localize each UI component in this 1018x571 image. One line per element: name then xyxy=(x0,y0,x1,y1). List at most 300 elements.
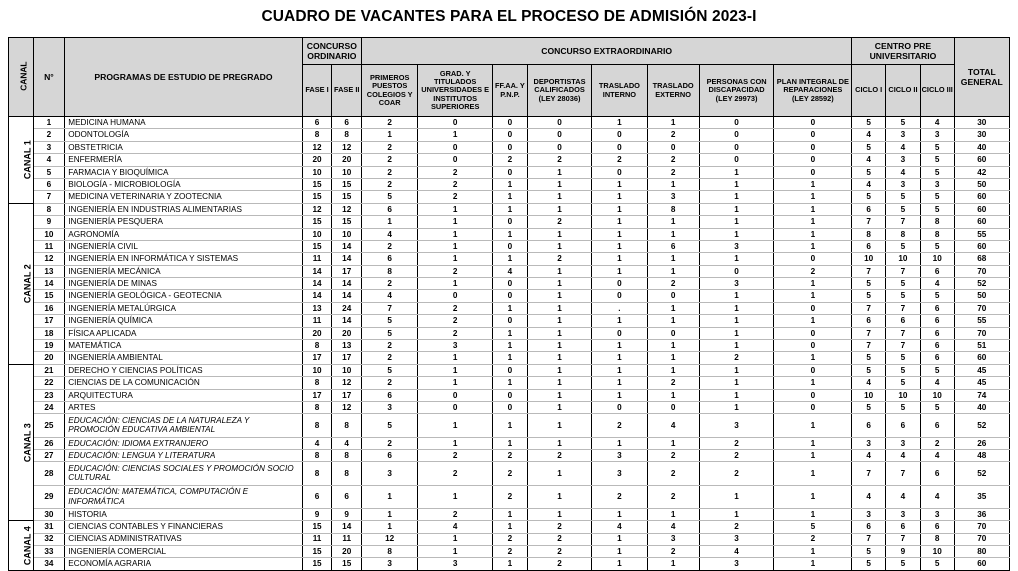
vacancy-cell: 0 xyxy=(774,141,852,153)
vacancy-cell: 1 xyxy=(592,533,647,545)
grad-titulados-header: GRAD. Y TITULADOS UNIVERSIDADES E INSTITUTOS SUPERIORES xyxy=(418,65,493,117)
row-number: 30 xyxy=(33,508,65,520)
vacancy-cell: 3 xyxy=(647,191,699,203)
vacancy-cell: 0 xyxy=(774,154,852,166)
vacancy-cell: 1 xyxy=(527,462,591,485)
vacancy-cell: 8 xyxy=(332,462,362,485)
table-body xyxy=(9,117,1010,571)
vacancy-cell: 0 xyxy=(774,302,852,314)
vacancy-cell: 2 xyxy=(418,302,493,314)
table-row xyxy=(9,228,1010,240)
total-cell: 52 xyxy=(954,278,1009,290)
vacancy-cell: 1 xyxy=(647,302,699,314)
vacancy-cell: 1 xyxy=(493,191,528,203)
vacancy-cell: 11 xyxy=(302,253,332,265)
canal-label: CANAL 3 xyxy=(22,423,33,462)
program-name: INGENIERÍA CIVIL xyxy=(65,240,302,252)
vacancy-cell: 13 xyxy=(302,302,332,314)
concurso-ordinario-header: CONCURSO ORDINARIO xyxy=(302,38,361,65)
vacancy-cell: 6 xyxy=(886,315,921,327)
vacancy-cell: 2 xyxy=(493,533,528,545)
total-cell: 74 xyxy=(954,389,1009,401)
vacancy-cell: 17 xyxy=(332,265,362,277)
vacancy-cell: 0 xyxy=(774,117,852,129)
vacancy-cell: 1 xyxy=(418,216,493,228)
vacancy-cell: 2 xyxy=(592,154,647,166)
program-name: MEDICINA HUMANA xyxy=(65,117,302,129)
vacancy-cell: 7 xyxy=(886,340,921,352)
vacancy-cell: 1 xyxy=(418,437,493,449)
vacancy-cell: 1 xyxy=(774,290,852,302)
vacancy-cell: 2 xyxy=(647,278,699,290)
vacancy-cell: 2 xyxy=(493,545,528,557)
vacancy-cell: 7 xyxy=(852,462,886,485)
vacancy-cell: 12 xyxy=(332,203,362,215)
table-row xyxy=(9,437,1010,449)
row-number: 7 xyxy=(33,191,65,203)
row-number: 34 xyxy=(33,558,65,570)
vacancy-cell: 1 xyxy=(493,253,528,265)
row-number: 3 xyxy=(33,141,65,153)
program-name: DERECHO Y CIENCIAS POLÍTICAS xyxy=(65,364,302,376)
row-number: 15 xyxy=(33,290,65,302)
vacancy-cell: 5 xyxy=(774,521,852,533)
vacancy-cell: 7 xyxy=(886,327,921,339)
vacancy-cell: 4 xyxy=(852,377,886,389)
vacancy-cell: 6 xyxy=(920,352,954,364)
vacancy-cell: 0 xyxy=(774,401,852,413)
table-row xyxy=(9,290,1010,302)
vacancy-cell: 6 xyxy=(920,265,954,277)
vacancy-cell: 2 xyxy=(647,449,699,461)
vacancy-cell: 10 xyxy=(332,228,362,240)
vacancy-cell: 1 xyxy=(592,315,647,327)
vacancy-cell: 3 xyxy=(920,178,954,190)
vacancy-cell: 1 xyxy=(592,558,647,570)
vacancy-cell: 11 xyxy=(332,533,362,545)
vacancy-cell: 2 xyxy=(699,437,774,449)
vacancy-cell: 0 xyxy=(774,364,852,376)
vacancy-cell: 24 xyxy=(332,302,362,314)
program-name: MATEMÁTICA xyxy=(65,340,302,352)
program-name: MEDICINA VETERINARIA Y ZOOTECNIA xyxy=(65,191,302,203)
vacancy-cell: 12 xyxy=(332,377,362,389)
vacancy-cell: 7 xyxy=(852,533,886,545)
vacancy-cell: 4 xyxy=(592,521,647,533)
total-cell: 30 xyxy=(954,117,1009,129)
vacancy-cell: 4 xyxy=(886,449,921,461)
row-number: 32 xyxy=(33,533,65,545)
vacancy-cell: 0 xyxy=(774,166,852,178)
table-row xyxy=(9,485,1010,508)
vacancy-cell: 5 xyxy=(920,290,954,302)
canal-label: CANAL 4 xyxy=(22,525,33,565)
vacancy-cell: 15 xyxy=(302,545,332,557)
vacancy-cell: 5 xyxy=(886,401,921,413)
total-cell: 45 xyxy=(954,364,1009,376)
program-name: INGENIERÍA DE MINAS xyxy=(65,278,302,290)
vacancy-cell: 5 xyxy=(886,191,921,203)
program-name: BIOLOGÍA - MICROBIOLOGÍA xyxy=(65,178,302,190)
vacancy-cell: 5 xyxy=(852,364,886,376)
vacancy-cell: 1 xyxy=(592,389,647,401)
vacancy-cell: 2 xyxy=(418,449,493,461)
vacancy-cell: 1 xyxy=(699,340,774,352)
vacancy-cell: 0 xyxy=(418,290,493,302)
vacancy-cell: 0 xyxy=(493,129,528,141)
total-cell: 51 xyxy=(954,340,1009,352)
vacancy-cell: 6 xyxy=(302,485,332,508)
vacancy-cell: 8 xyxy=(302,462,332,485)
canal-header: CANAL xyxy=(9,38,34,117)
vacancy-cell: 5 xyxy=(852,401,886,413)
total-cell: 60 xyxy=(954,352,1009,364)
vacancy-cell: 6 xyxy=(852,521,886,533)
vacancy-cell: 17 xyxy=(332,389,362,401)
vacancy-cell: 5 xyxy=(920,364,954,376)
vacancy-cell: 0 xyxy=(774,340,852,352)
vacancy-cell: 1 xyxy=(774,352,852,364)
vacancy-cell: 2 xyxy=(362,437,418,449)
vacancy-cell: 1 xyxy=(493,203,528,215)
vacancy-cell: 1 xyxy=(493,414,528,437)
vacancy-cell: 1 xyxy=(418,545,493,557)
vacancy-cell: 4 xyxy=(699,545,774,557)
vacancy-cell: 0 xyxy=(592,166,647,178)
vacancy-cell: 1 xyxy=(493,558,528,570)
vacancy-cell: 1 xyxy=(527,315,591,327)
vacancy-cell: 1 xyxy=(699,216,774,228)
vacancies-table xyxy=(8,37,1010,571)
total-cell: 36 xyxy=(954,508,1009,520)
table-row xyxy=(9,278,1010,290)
vacancy-cell: 1 xyxy=(592,508,647,520)
vacancy-cell: 8 xyxy=(920,533,954,545)
vacancy-cell: 6 xyxy=(920,340,954,352)
vacancy-cell: 3 xyxy=(647,533,699,545)
vacancy-cell: 1 xyxy=(418,278,493,290)
vacancy-cell: 4 xyxy=(493,265,528,277)
vacancy-cell: 1 xyxy=(699,485,774,508)
row-number: 33 xyxy=(33,545,65,557)
vacancy-cell: 1 xyxy=(774,203,852,215)
vacancy-cell: 1 xyxy=(592,545,647,557)
row-number: 20 xyxy=(33,352,65,364)
total-cell: 60 xyxy=(954,203,1009,215)
vacancy-cell: 10 xyxy=(302,166,332,178)
vacancy-cell: 0 xyxy=(418,401,493,413)
discapacidad-header: PERSONAS CON DISCAPACIDAD (LEY 29973) xyxy=(699,65,774,117)
vacancy-cell: 1 xyxy=(647,216,699,228)
row-number: 29 xyxy=(33,485,65,508)
vacancy-cell: 0 xyxy=(592,401,647,413)
vacancy-cell: 0 xyxy=(647,401,699,413)
vacancy-cell: 15 xyxy=(332,216,362,228)
table-row xyxy=(9,302,1010,314)
vacancy-cell: 2 xyxy=(774,265,852,277)
vacancy-cell: 1 xyxy=(418,485,493,508)
vacancy-cell: 2 xyxy=(647,462,699,485)
total-cell: 42 xyxy=(954,166,1009,178)
vacancy-cell: 0 xyxy=(418,117,493,129)
vacancy-cell: 2 xyxy=(527,154,591,166)
vacancy-cell: 1 xyxy=(418,129,493,141)
vacancy-cell: 2 xyxy=(527,521,591,533)
row-number: 13 xyxy=(33,265,65,277)
vacancy-cell: 5 xyxy=(852,352,886,364)
vacancy-cell: 6 xyxy=(362,253,418,265)
vacancy-cell: 0 xyxy=(493,216,528,228)
vacancy-cell: 1 xyxy=(699,166,774,178)
vacancy-cell: 1 xyxy=(362,521,418,533)
vacancy-cell: 0 xyxy=(647,141,699,153)
program-name: HISTORIA xyxy=(65,508,302,520)
table-row xyxy=(9,315,1010,327)
vacancy-cell: 6 xyxy=(920,315,954,327)
vacancy-cell: 1 xyxy=(699,364,774,376)
vacancy-cell: 4 xyxy=(362,290,418,302)
vacancy-cell: 1 xyxy=(647,389,699,401)
plan-integral-header: PLAN INTEGRAL DE REPARACIONES (LEY 28592) xyxy=(774,65,852,117)
vacancy-cell: 5 xyxy=(886,377,921,389)
vacancy-cell: 3 xyxy=(592,462,647,485)
row-number: 24 xyxy=(33,401,65,413)
vacancy-cell: 0 xyxy=(493,166,528,178)
vacancy-cell: 1 xyxy=(774,228,852,240)
ciclo-3-header: CICLO III xyxy=(920,65,954,117)
vacancy-cell: 15 xyxy=(302,178,332,190)
vacancy-cell: 1 xyxy=(592,340,647,352)
vacancy-cell: 3 xyxy=(886,178,921,190)
vacancy-cell: 10 xyxy=(302,364,332,376)
vacancy-cell: 5 xyxy=(886,352,921,364)
vacancy-cell: 1 xyxy=(774,545,852,557)
vacancy-cell: 0 xyxy=(493,117,528,129)
total-cell: 80 xyxy=(954,545,1009,557)
vacancy-cell: 1 xyxy=(647,508,699,520)
vacancy-cell: 5 xyxy=(920,154,954,166)
vacancy-cell: 7 xyxy=(886,216,921,228)
vacancy-cell: 2 xyxy=(418,508,493,520)
total-cell: 60 xyxy=(954,558,1009,570)
row-number: 26 xyxy=(33,437,65,449)
total-cell: 55 xyxy=(954,315,1009,327)
table-row xyxy=(9,521,1010,533)
vacancy-cell: 5 xyxy=(920,240,954,252)
vacancy-cell: 20 xyxy=(332,327,362,339)
table-row xyxy=(9,508,1010,520)
vacancy-cell: 20 xyxy=(332,154,362,166)
canal-label-cell xyxy=(9,364,34,520)
total-cell: 68 xyxy=(954,253,1009,265)
vacancy-cell: 1 xyxy=(699,302,774,314)
vacancy-cell: 0 xyxy=(527,141,591,153)
program-name: INGENIERÍA PESQUERA xyxy=(65,216,302,228)
row-number: 31 xyxy=(33,521,65,533)
table-row xyxy=(9,240,1010,252)
vacancy-cell: 10 xyxy=(920,389,954,401)
vacancy-cell: 1 xyxy=(592,352,647,364)
total-cell: 50 xyxy=(954,178,1009,190)
vacancy-cell: 1 xyxy=(774,216,852,228)
vacancy-cell: 7 xyxy=(886,302,921,314)
vacancy-cell: 1 xyxy=(592,364,647,376)
program-name: AGRONOMÍA xyxy=(65,228,302,240)
vacancy-cell: 0 xyxy=(418,154,493,166)
vacancy-cell: 1 xyxy=(774,414,852,437)
vacancy-cell: 1 xyxy=(592,253,647,265)
table-row xyxy=(9,216,1010,228)
vacancy-cell: 12 xyxy=(362,533,418,545)
vacancy-cell: 1 xyxy=(527,178,591,190)
vacancy-cell: 5 xyxy=(852,141,886,153)
vacancy-cell: 6 xyxy=(852,315,886,327)
vacancy-cell: 8 xyxy=(647,203,699,215)
vacancy-cell: 8 xyxy=(332,414,362,437)
vacancy-cell: 5 xyxy=(886,278,921,290)
vacancy-cell: 1 xyxy=(527,401,591,413)
total-cell: 48 xyxy=(954,449,1009,461)
vacancy-cell: 10 xyxy=(920,253,954,265)
vacancy-cell: 6 xyxy=(852,240,886,252)
vacancy-cell: 1 xyxy=(699,327,774,339)
row-number: 18 xyxy=(33,327,65,339)
vacancy-cell: 8 xyxy=(302,377,332,389)
vacancy-cell: 1 xyxy=(527,437,591,449)
vacancy-cell: 1 xyxy=(527,166,591,178)
vacancy-cell: 3 xyxy=(362,462,418,485)
table-row xyxy=(9,449,1010,461)
vacancy-cell: 1 xyxy=(647,265,699,277)
vacancy-cell: 1 xyxy=(647,315,699,327)
vacancy-cell: 1 xyxy=(418,203,493,215)
vacancy-cell: 1 xyxy=(699,228,774,240)
vacancy-cell: 9 xyxy=(332,508,362,520)
vacancy-cell: 2 xyxy=(362,166,418,178)
vacancy-cell: 5 xyxy=(886,240,921,252)
vacancy-cell: 1 xyxy=(493,508,528,520)
vacancy-cell: 8 xyxy=(332,449,362,461)
vacancy-cell: 8 xyxy=(362,265,418,277)
vacancy-cell: 2 xyxy=(362,377,418,389)
vacancy-cell: 0 xyxy=(774,253,852,265)
vacancy-cell: 4 xyxy=(362,228,418,240)
vacancy-cell: 1 xyxy=(647,558,699,570)
vacancy-cell: 0 xyxy=(493,389,528,401)
row-number: 8 xyxy=(33,203,65,215)
vacancy-cell: 10 xyxy=(886,253,921,265)
vacancy-cell: 0 xyxy=(699,117,774,129)
vacancy-cell: 1 xyxy=(527,485,591,508)
vacancy-cell: 1 xyxy=(527,278,591,290)
vacancy-cell: 7 xyxy=(886,533,921,545)
vacancy-cell: 2 xyxy=(362,178,418,190)
vacancy-cell: 1 xyxy=(647,364,699,376)
vacancy-cell: 4 xyxy=(332,437,362,449)
vacancy-cell: 3 xyxy=(699,240,774,252)
vacancy-cell: 0 xyxy=(592,129,647,141)
total-cell: 26 xyxy=(954,437,1009,449)
program-name: ENFERMERÍA xyxy=(65,154,302,166)
canal-label-cell xyxy=(9,117,34,204)
vacancy-cell: 6 xyxy=(852,203,886,215)
vacancy-cell: 0 xyxy=(493,141,528,153)
total-cell: 35 xyxy=(954,485,1009,508)
vacancy-cell: 8 xyxy=(920,228,954,240)
vacancy-cell: 4 xyxy=(920,485,954,508)
vacancy-cell: 10 xyxy=(886,389,921,401)
primeros-puestos-header: PRIMEROS PUESTOS COLEGIOS Y COAR xyxy=(362,65,418,117)
vacancy-cell: 2 xyxy=(493,449,528,461)
vacancy-cell: 1 xyxy=(774,462,852,485)
vacancy-cell: 2 xyxy=(920,437,954,449)
vacancy-cell: 1 xyxy=(647,437,699,449)
vacancy-cell: 6 xyxy=(362,203,418,215)
page-title: CUADRO DE VACANTES PARA EL PROCESO DE ADMISIÓN 2023-I xyxy=(261,8,757,25)
program-name: EDUCACIÓN: LENGUA Y LITERATURA xyxy=(65,449,302,461)
vacancy-cell: 1 xyxy=(774,191,852,203)
total-cell: 70 xyxy=(954,521,1009,533)
vacancy-cell: 4 xyxy=(852,129,886,141)
vacancy-cell: 12 xyxy=(332,401,362,413)
vacancy-cell: 8 xyxy=(920,216,954,228)
vacancy-cell: 6 xyxy=(362,389,418,401)
vacancy-cell: 3 xyxy=(886,508,921,520)
vacancy-cell: 1 xyxy=(493,340,528,352)
vacancy-cell: 2 xyxy=(774,533,852,545)
vacancy-cell: 2 xyxy=(527,449,591,461)
vacancy-cell: 7 xyxy=(852,340,886,352)
table-row xyxy=(9,462,1010,485)
vacancy-cell: 2 xyxy=(418,178,493,190)
row-number: 23 xyxy=(33,389,65,401)
vacancy-cell: 2 xyxy=(362,352,418,364)
vacancy-cell: 1 xyxy=(527,340,591,352)
vacancy-cell: 6 xyxy=(886,521,921,533)
vacancy-cell: 6 xyxy=(332,117,362,129)
program-name: INGENIERÍA QUÍMICA xyxy=(65,315,302,327)
vacancy-cell: 6 xyxy=(920,462,954,485)
vacancy-cell: 8 xyxy=(302,129,332,141)
vacancy-cell: 1 xyxy=(774,240,852,252)
vacancy-cell: 5 xyxy=(852,166,886,178)
row-number: 21 xyxy=(33,364,65,376)
vacancy-cell: 0 xyxy=(774,129,852,141)
row-number: 12 xyxy=(33,253,65,265)
vacancy-cell: 1 xyxy=(774,377,852,389)
vacancy-cell: 11 xyxy=(302,533,332,545)
total-cell: 70 xyxy=(954,265,1009,277)
program-name: INGENIERÍA MECÁNICA xyxy=(65,265,302,277)
vacancy-cell: 2 xyxy=(699,352,774,364)
row-number: 11 xyxy=(33,240,65,252)
vacancy-cell: 2 xyxy=(362,154,418,166)
vacancy-cell: 4 xyxy=(302,437,332,449)
total-cell: 50 xyxy=(954,290,1009,302)
vacancy-cell: 8 xyxy=(302,449,332,461)
vacancy-cell: 6 xyxy=(920,327,954,339)
row-number: 19 xyxy=(33,340,65,352)
vacancy-cell: 6 xyxy=(362,449,418,461)
vacancy-cell: 15 xyxy=(302,558,332,570)
vacancy-cell: 1 xyxy=(699,191,774,203)
vacancy-cell: 3 xyxy=(418,558,493,570)
vacancy-cell: 1 xyxy=(418,352,493,364)
vacancy-cell: 3 xyxy=(418,340,493,352)
vacancy-cell: 2 xyxy=(647,377,699,389)
vacancy-cell: 1 xyxy=(592,377,647,389)
vacancy-cell: 0 xyxy=(493,290,528,302)
